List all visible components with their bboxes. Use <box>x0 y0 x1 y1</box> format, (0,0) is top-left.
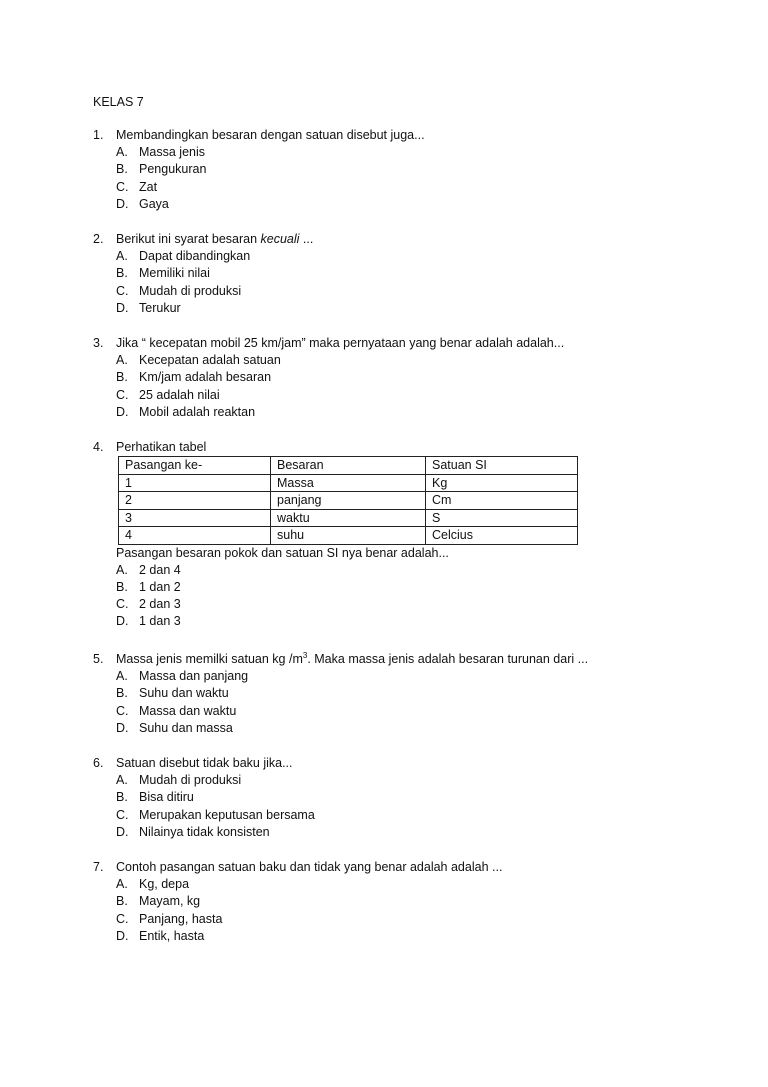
option-letter: B. <box>116 370 128 385</box>
question-text-end: . Maka massa jenis adalah besaran turunan dari ... <box>307 652 589 666</box>
option-text: Massa dan panjang <box>139 669 249 683</box>
option-a <box>93 352 693 369</box>
table-cell: 1 <box>119 474 271 492</box>
question-4 <box>93 439 693 631</box>
option-a <box>93 772 693 789</box>
superscript: 3 <box>302 650 308 660</box>
table-row <box>119 474 578 492</box>
option-d <box>93 613 693 630</box>
option-letter: C. <box>116 597 129 612</box>
option-c <box>93 283 693 300</box>
question-text-emphasis: kecuali <box>260 232 300 246</box>
question-stem <box>93 651 693 668</box>
question-stem <box>93 755 693 772</box>
option-c <box>93 703 693 720</box>
option-letter: D. <box>116 928 129 943</box>
option-a <box>93 668 693 685</box>
option-text: Entik, hasta <box>139 928 205 943</box>
question-text: Jika “ kecepatan mobil 25 km/jam” maka pernyataan yang benar adalah adalah... <box>116 336 565 350</box>
option-c <box>93 179 693 196</box>
option-letter: B. <box>116 579 128 594</box>
table-cell: 3 <box>119 509 271 527</box>
table-cell: panjang <box>271 492 426 510</box>
option-text: Pengukuran <box>139 162 207 177</box>
question-text: Massa jenis memilki satuan kg /m <box>116 652 303 666</box>
question-text: Satuan disebut tidak baku jika... <box>116 756 293 770</box>
question-followup-text: Pasangan besaran pokok dan satuan SI nya benar adalah... <box>116 545 449 560</box>
option-letter: D. <box>116 824 129 839</box>
table-row <box>119 509 578 527</box>
option-a <box>93 248 693 265</box>
question-text-end: ... <box>299 232 314 246</box>
option-letter: A. <box>116 249 128 263</box>
option-text: 2 dan 4 <box>139 562 181 577</box>
question-stem <box>93 231 693 248</box>
option-text: Terukur <box>139 300 181 315</box>
question-text: Membandingkan besaran dengan satuan disebut juga... <box>116 128 425 142</box>
question-number: 1. <box>93 128 104 142</box>
option-text: Kg, depa <box>139 877 190 891</box>
question-stem <box>93 859 693 876</box>
option-d <box>93 928 693 945</box>
option-letter: A. <box>116 562 128 577</box>
option-text: Km/jam adalah besaran <box>139 370 272 385</box>
option-a <box>93 144 693 161</box>
option-letter: D. <box>116 196 129 211</box>
option-text: Panjang, hasta <box>139 911 223 926</box>
option-c <box>93 911 693 928</box>
option-letter: D. <box>116 404 129 419</box>
table-header-row <box>119 457 578 475</box>
option-letter: B. <box>116 894 128 909</box>
question-stem <box>93 439 693 456</box>
option-letter: B. <box>116 266 128 281</box>
option-b <box>93 161 693 178</box>
question-number: 6. <box>93 756 104 770</box>
option-letter: C. <box>116 283 129 298</box>
option-letter: B. <box>116 790 128 805</box>
table-row <box>119 527 578 545</box>
table-header-cell: Pasangan ke- <box>119 457 271 475</box>
page-title: KELAS 7 <box>93 95 144 109</box>
option-text: Memiliki nilai <box>139 266 210 281</box>
option-text: Suhu dan waktu <box>139 686 229 701</box>
table-cell: Celcius <box>426 527 578 545</box>
option-text: 1 dan 3 <box>139 614 181 629</box>
option-text: Merupakan keputusan bersama <box>139 807 315 822</box>
option-c <box>93 387 693 404</box>
option-text: 2 dan 3 <box>139 597 181 612</box>
option-text: 1 dan 2 <box>139 579 181 594</box>
option-text: Mobil adalah reaktan <box>139 404 256 419</box>
table-header-cell: Besaran <box>271 457 426 475</box>
option-b <box>93 789 693 806</box>
table-header-cell: Satuan SI <box>426 457 578 475</box>
question-number: 3. <box>93 336 104 350</box>
question-text: Perhatikan tabel <box>116 440 207 454</box>
option-b <box>93 685 693 702</box>
option-text: Zat <box>139 179 158 194</box>
question-number: 2. <box>93 232 104 246</box>
option-letter: C. <box>116 387 129 402</box>
option-b <box>93 369 693 386</box>
option-d <box>93 824 693 841</box>
option-letter: D. <box>116 300 129 315</box>
option-text: Massa jenis <box>139 145 205 159</box>
question-6 <box>93 755 693 841</box>
option-text: Mayam, kg <box>139 894 201 909</box>
table-cell: Cm <box>426 492 578 510</box>
option-letter: C. <box>116 807 129 822</box>
question-2 <box>93 231 693 317</box>
option-text: Kecepatan adalah satuan <box>139 353 281 367</box>
table-row <box>119 492 578 510</box>
option-letter: C. <box>116 703 129 718</box>
question-text: Berikut ini syarat besaran <box>116 232 261 246</box>
option-letter: B. <box>116 162 128 177</box>
option-d <box>93 720 693 737</box>
table-cell: Massa <box>271 474 426 492</box>
option-text: Mudah di produksi <box>139 773 242 787</box>
table-cell: S <box>426 509 578 527</box>
option-letter: D. <box>116 720 129 735</box>
option-text: Mudah di produksi <box>139 283 242 298</box>
table-cell: suhu <box>271 527 426 545</box>
option-b <box>93 579 693 596</box>
option-letter: C. <box>116 179 129 194</box>
option-d <box>93 300 693 317</box>
question-1 <box>93 127 693 213</box>
question-5 <box>93 651 693 737</box>
option-text: 25 adalah nilai <box>139 387 220 402</box>
option-text: Dapat dibandingkan <box>139 249 251 263</box>
table-cell: waktu <box>271 509 426 527</box>
option-d <box>93 196 693 213</box>
option-d <box>93 404 693 421</box>
option-letter: A. <box>116 353 128 367</box>
option-text: Nilainya tidak konsisten <box>139 824 270 839</box>
option-text: Bisa ditiru <box>139 790 194 805</box>
option-letter: A. <box>116 877 128 891</box>
question-stem <box>93 335 693 352</box>
option-b <box>93 265 693 282</box>
table-cell: 4 <box>119 527 271 545</box>
table-cell: Kg <box>426 474 578 492</box>
question-stem <box>93 127 693 144</box>
option-text: Gaya <box>139 196 169 211</box>
table-cell: 2 <box>119 492 271 510</box>
question-7 <box>93 859 693 945</box>
option-text: Massa dan waktu <box>139 703 237 718</box>
data-table <box>118 456 578 545</box>
question-3 <box>93 335 693 421</box>
question-number: 7. <box>93 860 104 874</box>
option-b <box>93 893 693 910</box>
option-c <box>93 807 693 824</box>
option-text: Suhu dan massa <box>139 720 233 735</box>
option-letter: D. <box>116 614 129 629</box>
option-a <box>93 562 693 579</box>
option-letter: C. <box>116 911 129 926</box>
option-letter: A. <box>116 669 128 683</box>
option-a <box>93 876 693 893</box>
question-number: 5. <box>93 652 104 666</box>
option-letter: A. <box>116 773 128 787</box>
option-letter: B. <box>116 686 128 701</box>
option-letter: A. <box>116 145 128 159</box>
option-c <box>93 596 693 613</box>
question-number: 4. <box>93 440 104 454</box>
question-text: Contoh pasangan satuan baku dan tidak yang benar adalah adalah ... <box>116 860 503 874</box>
